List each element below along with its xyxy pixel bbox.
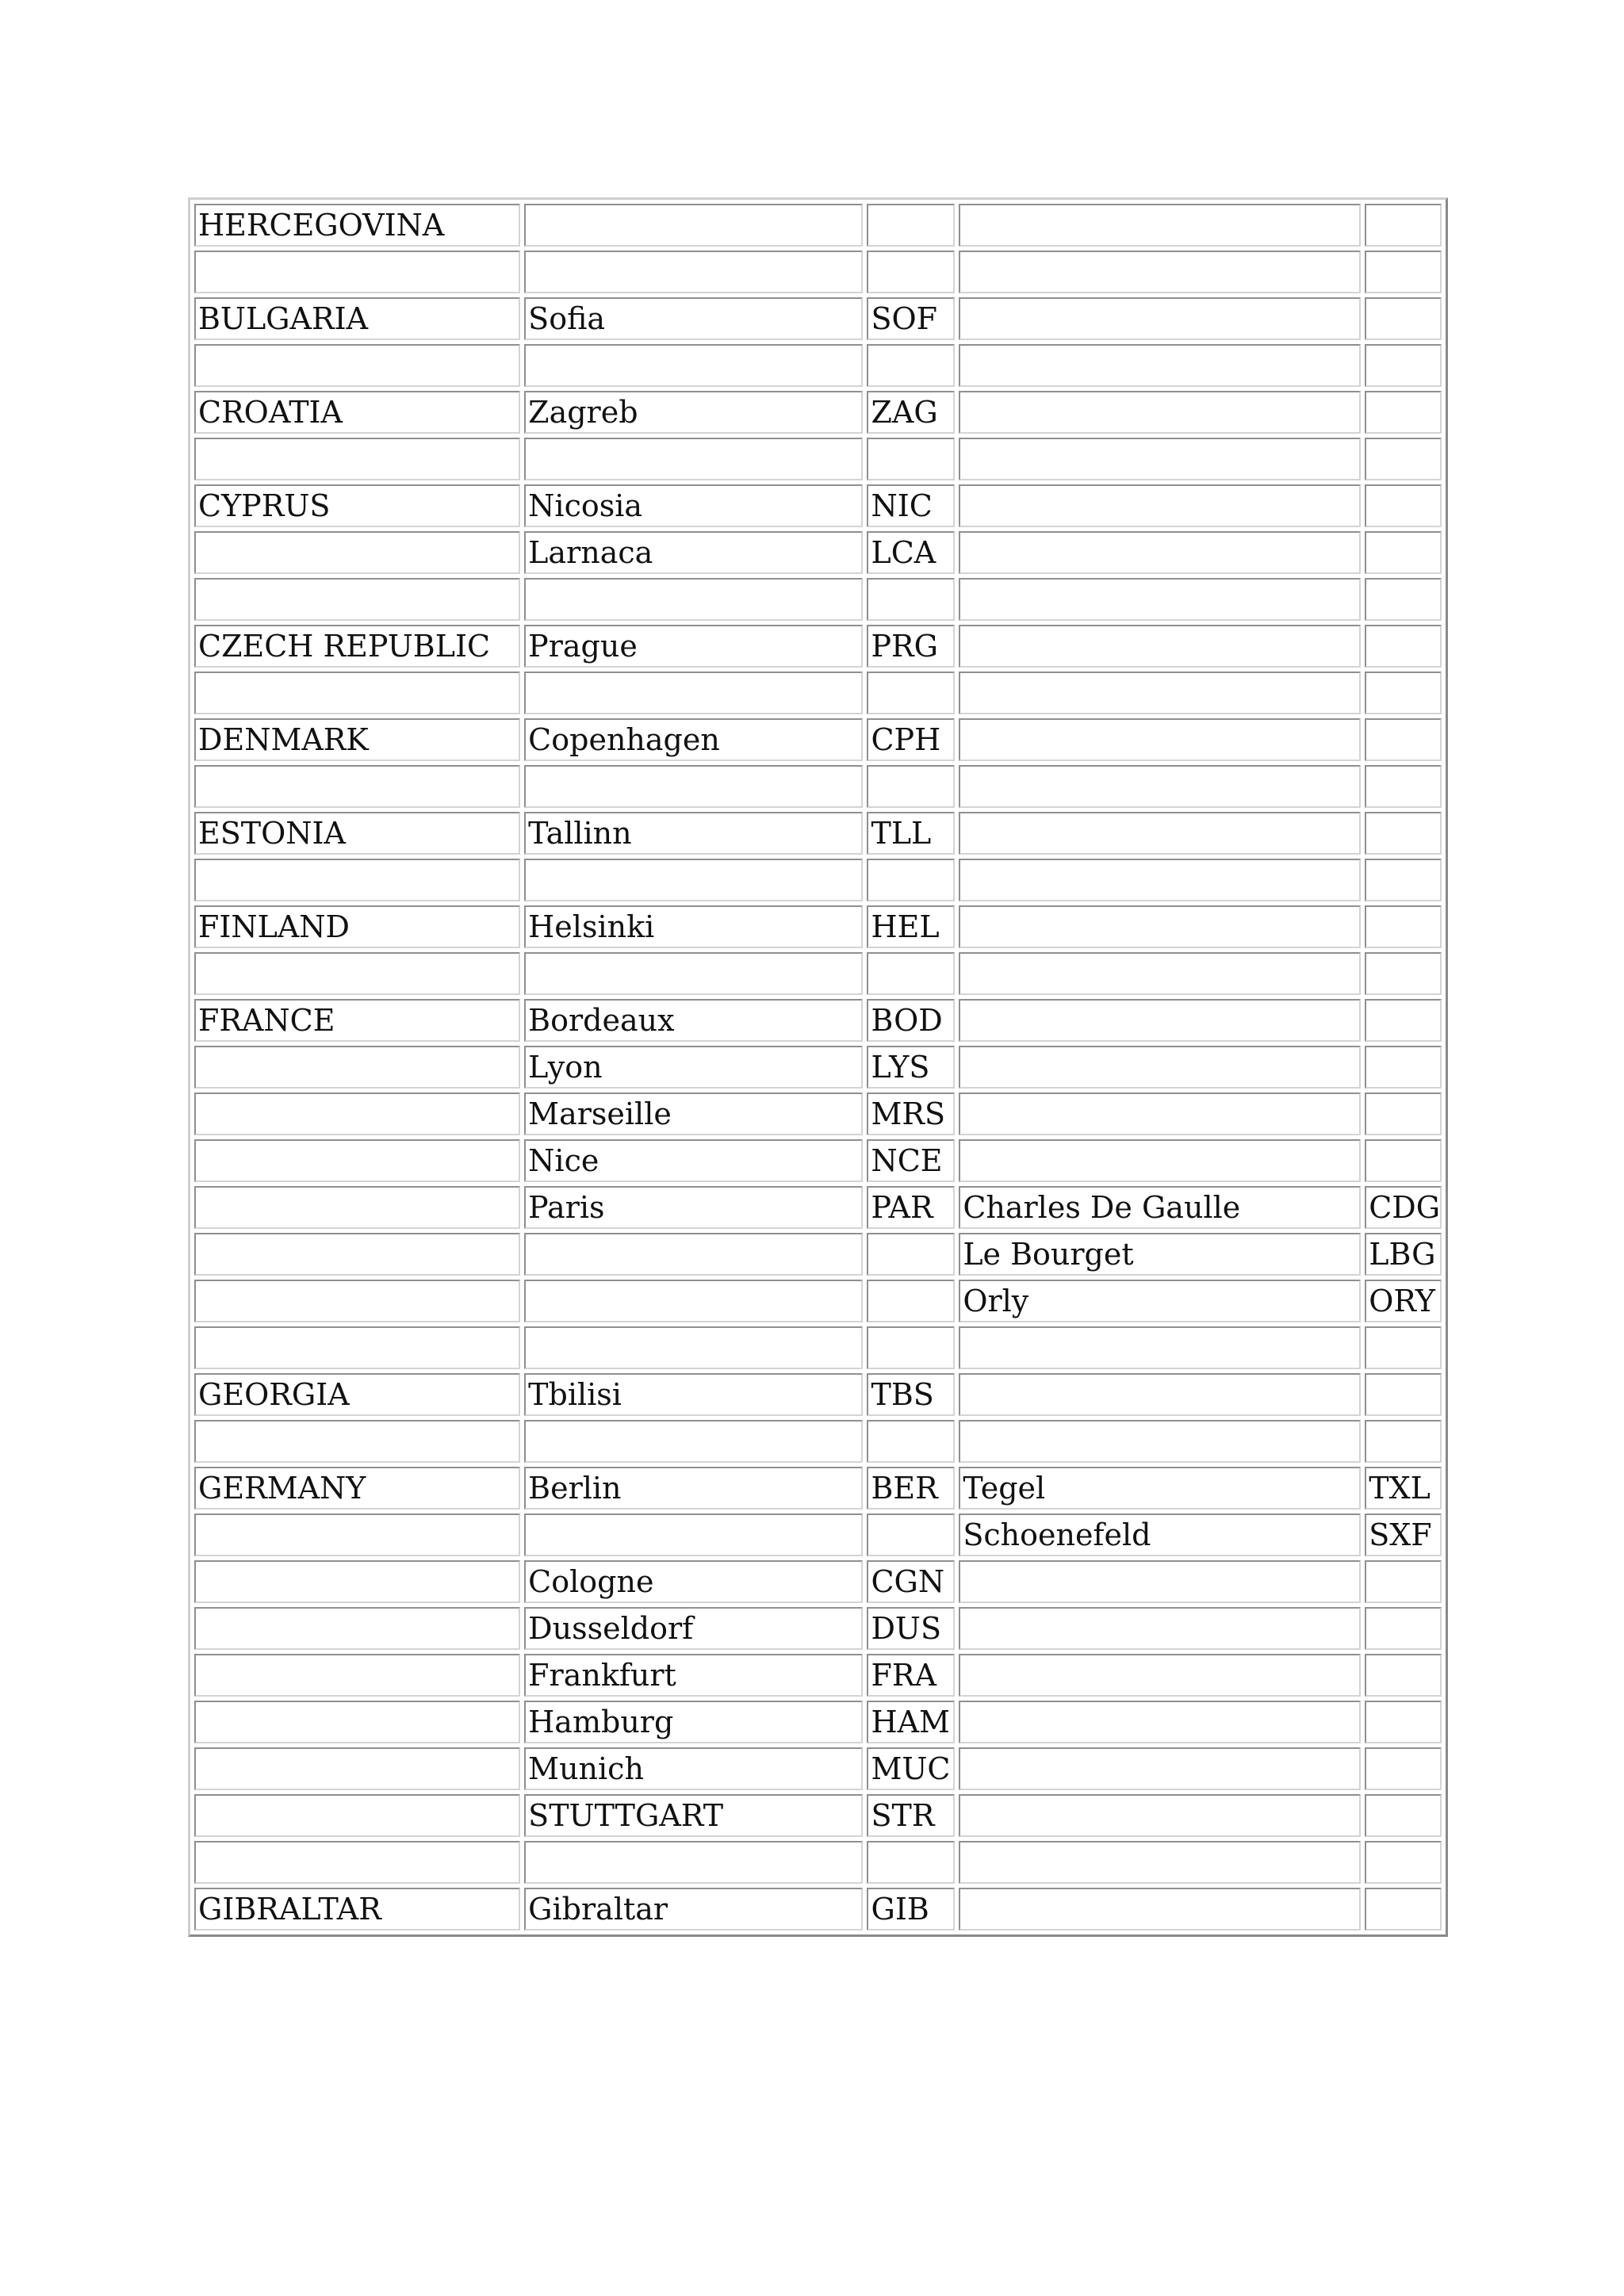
city-cell [524, 859, 863, 901]
city-code-cell [867, 1513, 955, 1556]
country-cell [194, 1560, 520, 1603]
table-row [194, 812, 1442, 855]
city-code-cell: BOD [867, 999, 955, 1042]
country-cell [194, 1654, 520, 1697]
table-row [194, 204, 1442, 247]
airport-name-cell [959, 1139, 1361, 1182]
airport-code-cell [1365, 204, 1442, 247]
table-row [194, 1186, 1442, 1229]
country-cell [194, 1841, 520, 1884]
country-cell [194, 1186, 520, 1229]
city-code-cell [867, 578, 955, 621]
country-cell [194, 1093, 520, 1135]
city-cell [524, 1513, 863, 1556]
city-cell: Marseille [524, 1093, 863, 1135]
city-code-cell: ZAG [867, 391, 955, 434]
country-cell [194, 1420, 520, 1463]
city-cell: Nicosia [524, 484, 863, 527]
airport-code-cell [1365, 297, 1442, 340]
city-code-cell: SOF [867, 297, 955, 340]
country-cell: FINLAND [194, 905, 520, 948]
airport-code-cell [1365, 344, 1442, 387]
airport-code-cell [1365, 765, 1442, 808]
airport-name-cell [959, 1654, 1361, 1697]
country-cell [194, 1747, 520, 1790]
airport-name-cell [959, 1326, 1361, 1369]
airport-name-cell [959, 578, 1361, 621]
airport-name-cell [959, 1373, 1361, 1416]
table-row [194, 1093, 1442, 1135]
city-code-cell: HAM [867, 1701, 955, 1743]
table-row [194, 672, 1442, 714]
city-code-cell [867, 1326, 955, 1369]
city-cell: Copenhagen [524, 718, 863, 761]
airport-code-cell [1365, 1654, 1442, 1697]
city-code-cell [867, 765, 955, 808]
table-row [194, 1654, 1442, 1697]
city-cell [524, 672, 863, 714]
airport-name-cell [959, 1794, 1361, 1837]
city-cell: Munich [524, 1747, 863, 1790]
table-row [194, 1607, 1442, 1650]
city-code-cell [867, 672, 955, 714]
table-row [194, 578, 1442, 621]
city-cell [524, 344, 863, 387]
country-cell [194, 859, 520, 901]
airport-name-cell [959, 625, 1361, 668]
country-cell [194, 1139, 520, 1182]
table-row [194, 1139, 1442, 1182]
country-cell [194, 1794, 520, 1837]
city-code-cell [867, 1280, 955, 1322]
airport-name-cell [959, 251, 1361, 293]
airport-name-cell [959, 1607, 1361, 1650]
city-cell [524, 1233, 863, 1276]
airport-code-cell [1365, 1701, 1442, 1743]
airport-name-cell: Tegel [959, 1467, 1361, 1510]
city-cell: Tallinn [524, 812, 863, 855]
city-cell [524, 1841, 863, 1884]
city-cell: Bordeaux [524, 999, 863, 1042]
airport-code-cell [1365, 999, 1442, 1042]
airport-name-cell [959, 1747, 1361, 1790]
city-cell: Dusseldorf [524, 1607, 863, 1650]
airport-code-cell [1365, 1139, 1442, 1182]
airport-code-cell [1365, 1373, 1442, 1416]
airport-code-cell [1365, 1046, 1442, 1089]
table-row [194, 1794, 1442, 1837]
country-cell [194, 1280, 520, 1322]
city-cell [524, 578, 863, 621]
airport-name-cell [959, 672, 1361, 714]
country-cell: CZECH REPUBLIC [194, 625, 520, 668]
airport-name-cell [959, 859, 1361, 901]
table-row [194, 718, 1442, 761]
airport-name-cell [959, 1841, 1361, 1884]
airport-name-cell [959, 1420, 1361, 1463]
country-cell: GIBRALTAR [194, 1888, 520, 1931]
airport-code-cell [1365, 1093, 1442, 1135]
country-cell [194, 438, 520, 480]
city-cell: Zagreb [524, 391, 863, 434]
country-cell [194, 578, 520, 621]
city-code-cell: MUC [867, 1747, 955, 1790]
city-code-cell [867, 859, 955, 901]
city-code-cell: STR [867, 1794, 955, 1837]
city-code-cell [867, 204, 955, 247]
airport-code-cell [1365, 1794, 1442, 1837]
airport-codes-table-frame [188, 197, 1448, 1937]
city-code-cell [867, 1233, 955, 1276]
country-cell: GERMANY [194, 1467, 520, 1510]
airport-code-cell [1365, 578, 1442, 621]
city-cell: Gibraltar [524, 1888, 863, 1931]
city-cell: Tbilisi [524, 1373, 863, 1416]
table-row [194, 625, 1442, 668]
table-row [194, 765, 1442, 808]
airport-name-cell [959, 391, 1361, 434]
table-row [194, 905, 1442, 948]
city-cell [524, 1326, 863, 1369]
country-cell [194, 344, 520, 387]
city-cell: Cologne [524, 1560, 863, 1603]
table-row [194, 1373, 1442, 1416]
city-code-cell: DUS [867, 1607, 955, 1650]
city-cell: Prague [524, 625, 863, 668]
country-cell [194, 531, 520, 574]
table-row [194, 952, 1442, 995]
airport-name-cell [959, 905, 1361, 948]
airport-code-cell [1365, 1560, 1442, 1603]
city-cell: Frankfurt [524, 1654, 863, 1697]
country-cell: HERCEGOVINA [194, 204, 520, 247]
country-cell [194, 1326, 520, 1369]
city-cell: Berlin [524, 1467, 863, 1510]
table-row [194, 1467, 1442, 1510]
airport-code-cell: SXF [1365, 1513, 1442, 1556]
table-row [194, 1326, 1442, 1369]
city-code-cell: LCA [867, 531, 955, 574]
airport-code-cell [1365, 1841, 1442, 1884]
airport-name-cell [959, 1560, 1361, 1603]
airport-name-cell [959, 952, 1361, 995]
country-cell [194, 1046, 520, 1089]
city-code-cell [867, 1420, 955, 1463]
city-code-cell [867, 1841, 955, 1884]
city-cell [524, 765, 863, 808]
country-cell [194, 1233, 520, 1276]
country-cell [194, 1701, 520, 1743]
country-cell: CYPRUS [194, 484, 520, 527]
country-cell [194, 672, 520, 714]
airport-name-cell [959, 812, 1361, 855]
table-row [194, 531, 1442, 574]
city-code-cell: CPH [867, 718, 955, 761]
city-code-cell: PAR [867, 1186, 955, 1229]
city-code-cell: GIB [867, 1888, 955, 1931]
airport-code-cell: LBG [1365, 1233, 1442, 1276]
airport-code-cell [1365, 531, 1442, 574]
airport-name-cell [959, 297, 1361, 340]
airport-code-cell [1365, 484, 1442, 527]
city-code-cell: NIC [867, 484, 955, 527]
airport-code-cell [1365, 952, 1442, 995]
city-code-cell: MRS [867, 1093, 955, 1135]
airport-code-cell: TXL [1365, 1467, 1442, 1510]
city-code-cell [867, 952, 955, 995]
airport-name-cell [959, 438, 1361, 480]
airport-name-cell: Charles De Gaulle [959, 1186, 1361, 1229]
table-row [194, 1046, 1442, 1089]
table-body [194, 204, 1442, 1931]
country-cell [194, 1513, 520, 1556]
city-cell [524, 1280, 863, 1322]
table-row [194, 251, 1442, 293]
table-row [194, 297, 1442, 340]
table-row [194, 344, 1442, 387]
airport-code-cell [1365, 718, 1442, 761]
airport-code-cell [1365, 1607, 1442, 1650]
city-cell [524, 952, 863, 995]
city-cell [524, 438, 863, 480]
city-cell [524, 251, 863, 293]
country-cell [194, 765, 520, 808]
airport-code-cell: ORY [1365, 1280, 1442, 1322]
country-cell [194, 1607, 520, 1650]
city-cell: Sofia [524, 297, 863, 340]
airport-code-cell [1365, 1420, 1442, 1463]
airport-code-cell [1365, 672, 1442, 714]
city-code-cell: BER [867, 1467, 955, 1510]
table-row [194, 999, 1442, 1042]
city-code-cell: CGN [867, 1560, 955, 1603]
airport-code-cell [1365, 251, 1442, 293]
country-cell: ESTONIA [194, 812, 520, 855]
table-row [194, 1233, 1442, 1276]
city-code-cell: PRG [867, 625, 955, 668]
city-cell: Hamburg [524, 1701, 863, 1743]
city-code-cell: HEL [867, 905, 955, 948]
airport-code-cell [1365, 1888, 1442, 1931]
country-cell: DENMARK [194, 718, 520, 761]
country-cell [194, 251, 520, 293]
table-row [194, 438, 1442, 480]
table-row [194, 1280, 1442, 1322]
country-cell: GEORGIA [194, 1373, 520, 1416]
city-code-cell: NCE [867, 1139, 955, 1182]
table-row [194, 1560, 1442, 1603]
table-row [194, 1513, 1442, 1556]
city-code-cell [867, 251, 955, 293]
table-row [194, 1888, 1442, 1931]
airport-code-cell [1365, 391, 1442, 434]
table-row [194, 391, 1442, 434]
city-cell: Paris [524, 1186, 863, 1229]
airport-name-cell [959, 484, 1361, 527]
country-cell: BULGARIA [194, 297, 520, 340]
table-row [194, 1841, 1442, 1884]
airport-name-cell [959, 344, 1361, 387]
airport-code-cell [1365, 905, 1442, 948]
city-code-cell [867, 344, 955, 387]
airport-name-cell [959, 718, 1361, 761]
city-cell: Helsinki [524, 905, 863, 948]
city-code-cell: TLL [867, 812, 955, 855]
airport-name-cell: Orly [959, 1280, 1361, 1322]
city-code-cell: LYS [867, 1046, 955, 1089]
airport-name-cell [959, 999, 1361, 1042]
city-code-cell [867, 438, 955, 480]
airport-name-cell [959, 1888, 1361, 1931]
table-row [194, 1701, 1442, 1743]
airport-name-cell: Schoenefeld [959, 1513, 1361, 1556]
table-row [194, 1747, 1442, 1790]
airport-name-cell [959, 1093, 1361, 1135]
airport-name-cell [959, 1701, 1361, 1743]
city-cell: STUTTGART [524, 1794, 863, 1837]
airport-name-cell [959, 204, 1361, 247]
airport-code-cell: CDG [1365, 1186, 1442, 1229]
airport-name-cell [959, 531, 1361, 574]
city-code-cell: FRA [867, 1654, 955, 1697]
city-cell [524, 1420, 863, 1463]
airport-code-cell [1365, 812, 1442, 855]
airport-code-cell [1365, 859, 1442, 901]
city-cell: Larnaca [524, 531, 863, 574]
city-cell: Lyon [524, 1046, 863, 1089]
city-code-cell: TBS [867, 1373, 955, 1416]
country-cell: CROATIA [194, 391, 520, 434]
country-cell: FRANCE [194, 999, 520, 1042]
airport-codes-table [190, 200, 1446, 1934]
airport-name-cell: Le Bourget [959, 1233, 1361, 1276]
table-row [194, 1420, 1442, 1463]
airport-name-cell [959, 765, 1361, 808]
city-cell: Nice [524, 1139, 863, 1182]
table-row [194, 484, 1442, 527]
airport-code-cell [1365, 1326, 1442, 1369]
city-cell [524, 204, 863, 247]
airport-code-cell [1365, 625, 1442, 668]
table-row [194, 859, 1442, 901]
airport-name-cell [959, 1046, 1361, 1089]
country-cell [194, 952, 520, 995]
airport-code-cell [1365, 1747, 1442, 1790]
airport-code-cell [1365, 438, 1442, 480]
